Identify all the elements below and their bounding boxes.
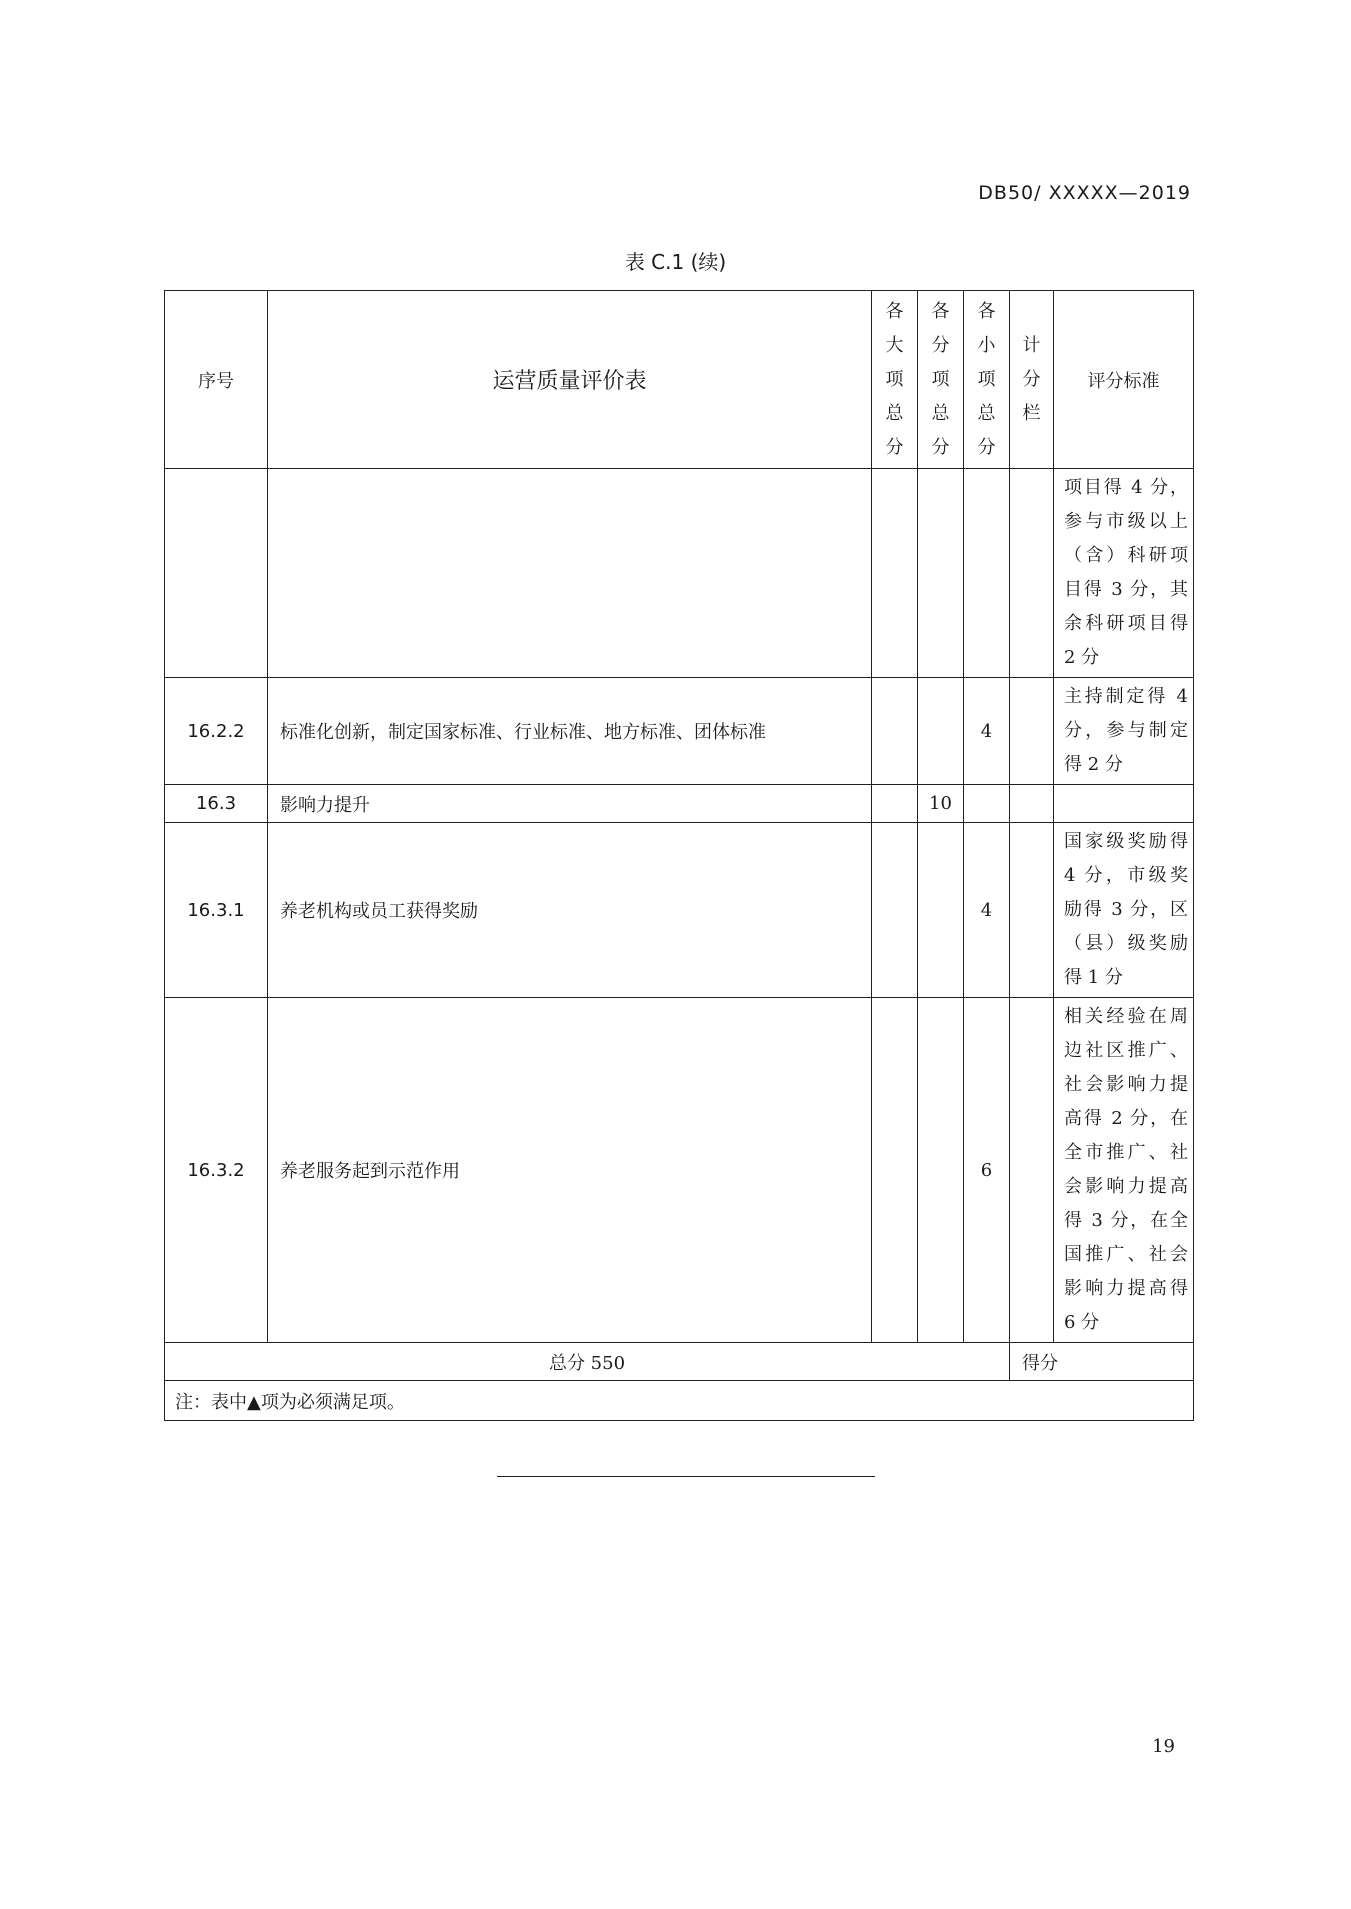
row-criteria: 主持制定得 4 分，参与制定得 2 分: [1054, 678, 1194, 785]
table-row: [165, 469, 1194, 678]
header-criteria: 评分标准: [1054, 291, 1194, 469]
row-item: 养老机构或员工获得奖励: [268, 823, 872, 998]
row-sub: [918, 823, 964, 998]
vchar: 总: [885, 402, 904, 424]
total-row: [165, 1343, 1194, 1381]
vchar: 分: [1022, 368, 1041, 390]
table-row: [165, 823, 1194, 998]
row-minor: [964, 469, 1010, 678]
score-label: 得分: [1010, 1343, 1194, 1381]
page-number: 19: [1152, 1736, 1175, 1757]
header-sub-total: [918, 291, 964, 469]
table-title: 表 C.1 (续): [624, 250, 727, 274]
vchar: 分: [977, 436, 996, 458]
vchar: 项: [885, 368, 904, 390]
vchar: 总: [977, 402, 996, 424]
row-sub: [918, 469, 964, 678]
vchar: 分: [931, 334, 950, 356]
row-major: [872, 785, 918, 823]
vchar: 小: [977, 334, 996, 356]
vchar: 项: [931, 368, 950, 390]
row-seq: 16.2.2: [165, 678, 268, 785]
header-seq: 序号: [165, 291, 268, 469]
row-major: [872, 469, 918, 678]
row-major: [872, 678, 918, 785]
row-criteria: 相关经验在周边社区推广、社会影响力提高得 2 分，在全市推广、社会影响力提高得 3 分，在全国推广、社会影响力提高得 6 分: [1054, 998, 1194, 1343]
row-seq: [165, 469, 268, 678]
table-note: 注：表中▲项为必须满足项。: [165, 1381, 1194, 1421]
vchar: 各: [977, 300, 996, 322]
row-sub: [918, 998, 964, 1343]
row-minor: 6: [964, 998, 1010, 1343]
row-major: [872, 823, 918, 998]
row-major: [872, 998, 918, 1343]
row-sub: [918, 678, 964, 785]
table-row: [165, 678, 1194, 785]
vchar: 总: [931, 402, 950, 424]
row-score: [1010, 823, 1054, 998]
header-score-col: [1010, 291, 1054, 469]
row-item: 标准化创新，制定国家标准、行业标准、地方标准、团体标准: [268, 678, 872, 785]
row-seq: 16.3.1: [165, 823, 268, 998]
row-criteria: 项目得 4 分，参与市级以上（含）科研项目得 3 分，其余科研项目得 2 分: [1054, 469, 1194, 678]
vchar: 各: [931, 300, 950, 322]
row-minor: [964, 785, 1010, 823]
table-row: [165, 785, 1194, 823]
row-score: [1010, 785, 1054, 823]
header-item: 运营质量评价表: [268, 291, 872, 469]
row-sub: 10: [918, 785, 964, 823]
vchar: 栏: [1022, 402, 1041, 424]
note-row: [165, 1381, 1194, 1421]
row-item: 影响力提升: [268, 785, 872, 823]
row-criteria: [1054, 785, 1194, 823]
document-code: DB50/ XXXXX—2019: [978, 182, 1191, 204]
total-score-label: 总分 550: [165, 1343, 1010, 1381]
vchar: 分: [885, 436, 904, 458]
evaluation-table: [164, 290, 1194, 1421]
vchar: 项: [977, 368, 996, 390]
row-score: [1010, 678, 1054, 785]
row-minor: 4: [964, 678, 1010, 785]
vchar: 大: [885, 334, 904, 356]
vchar: 分: [931, 436, 950, 458]
end-rule: [497, 1476, 875, 1477]
vchar: 各: [885, 300, 904, 322]
table-row: [165, 998, 1194, 1343]
row-criteria: 国家级奖励得 4 分，市级奖励得 3 分，区（县）级奖励得 1 分: [1054, 823, 1194, 998]
row-item: 养老服务起到示范作用: [268, 998, 872, 1343]
row-seq: 16.3.2: [165, 998, 268, 1343]
row-minor: 4: [964, 823, 1010, 998]
row-item: [268, 469, 872, 678]
row-seq: 16.3: [165, 785, 268, 823]
header-row: [165, 291, 1194, 469]
vchar: 计: [1022, 334, 1041, 356]
header-minor-total: [964, 291, 1010, 469]
header-major-total: [872, 291, 918, 469]
row-score: [1010, 998, 1054, 1343]
row-score: [1010, 469, 1054, 678]
